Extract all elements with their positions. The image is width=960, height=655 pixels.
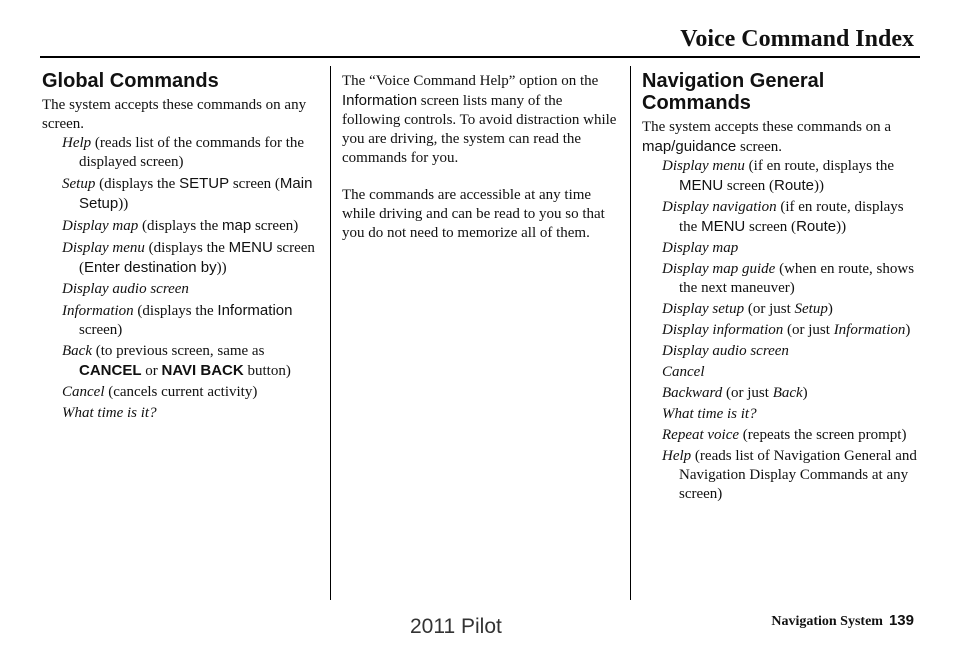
help-paragraph-1 [342, 72, 622, 168]
command-description: screen) [79, 322, 123, 338]
screen-name: SETUP [179, 175, 230, 192]
command-description: screen) [251, 218, 299, 234]
command-description: (displays the [95, 176, 180, 192]
command-item [662, 405, 922, 424]
command-keyword: Setup [794, 301, 828, 317]
command-keyword: Display menu [662, 158, 745, 174]
command-keyword: Cancel [62, 384, 105, 400]
command-description: )) [216, 260, 227, 276]
command-keyword: Repeat voice [662, 427, 740, 443]
command-description: )) [118, 196, 129, 212]
command-item [662, 447, 922, 504]
screen-name: MENU [701, 218, 746, 235]
command-item [662, 300, 922, 319]
global-commands-column [42, 66, 320, 425]
screen-name: Enter destination by [84, 259, 217, 276]
command-keyword: What time is it? [62, 405, 157, 421]
information-screen-name: Information [342, 92, 418, 109]
command-item [662, 260, 922, 298]
command-description: or [141, 363, 162, 379]
command-keyword: Back [62, 343, 92, 359]
command-description: screen ( [229, 176, 280, 192]
global-commands-heading: Global Commands [42, 70, 219, 92]
watermark: 2011 Pilot [410, 615, 502, 638]
command-description: (reads list of Navigation General and Navigation Display Commands at any screen) [679, 448, 917, 502]
command-description: (or just [722, 385, 773, 401]
command-item [62, 174, 320, 214]
global-commands-list [42, 134, 320, 423]
command-keyword: Display map guide [662, 261, 776, 277]
command-item [662, 363, 922, 382]
command-item [62, 280, 320, 299]
command-keyword: Display map [62, 218, 139, 234]
page-number: 139 [888, 612, 914, 629]
command-keyword: Display navigation [662, 199, 777, 215]
global-commands-intro: The system accepts these commands on any screen. [42, 97, 307, 132]
screen-name: map [222, 217, 252, 234]
command-item [62, 301, 320, 340]
column-divider [630, 66, 631, 600]
command-description: (displays the [138, 218, 222, 234]
command-description: ) [905, 322, 911, 338]
command-keyword: Display menu [62, 240, 145, 256]
command-description: (displays the [133, 303, 218, 319]
command-item [662, 198, 922, 237]
command-description: )) [814, 178, 825, 194]
command-description: (cancels current activity) [104, 384, 258, 400]
command-item [62, 238, 320, 278]
command-item [62, 404, 320, 423]
command-description: (when en route, shows the next maneuver) [679, 261, 915, 296]
button-name: NAVI BACK [161, 362, 244, 379]
command-keyword: Help [62, 135, 92, 151]
screen-name: Route [773, 177, 815, 194]
header-rule [40, 56, 920, 58]
screen-name: Main Setup [79, 175, 313, 212]
command-description: ) [827, 301, 833, 317]
page-title: Voice Command Index [680, 26, 914, 52]
command-keyword: Display setup [662, 301, 745, 317]
command-keyword: Display audio screen [662, 343, 789, 359]
help-paragraph-2: The commands are accessible at any time while driving and can be read to you so that you do not need to memorize all of them. [342, 187, 605, 241]
command-item [62, 383, 320, 402]
column-divider [330, 66, 331, 600]
command-keyword: Display audio screen [62, 281, 189, 297]
command-item [662, 342, 922, 361]
command-keyword: Help [662, 448, 692, 464]
screen-name: MENU [679, 177, 724, 194]
command-keyword: Information [62, 303, 134, 319]
help-paragraph-1-text-b: screen lists many of the following controls. To avoid distraction while you are driving, the system can read the commands for you. [342, 93, 617, 166]
navigation-commands-list [642, 157, 922, 504]
command-keyword: Back [772, 385, 803, 401]
navigation-commands-column [642, 66, 922, 506]
navigation-commands-heading: Navigation General Commands [642, 70, 825, 114]
command-item [62, 216, 320, 236]
command-keyword: Display information [662, 322, 784, 338]
help-paragraph-1-text-a: The “Voice Command Help” option on the [342, 73, 599, 89]
screen-name: MENU [228, 239, 273, 256]
command-keyword: Backward [662, 385, 723, 401]
command-description: (if en route, displays the [679, 199, 904, 235]
command-description: )) [836, 219, 847, 235]
command-keyword: Setup [62, 176, 96, 192]
nav-intro-text-a: The system accepts these commands on a [642, 119, 892, 135]
command-keyword: Information [833, 322, 906, 338]
command-description: (to previous screen, same as [91, 343, 265, 359]
command-description: ) [802, 385, 808, 401]
button-name: CANCEL [79, 362, 142, 379]
command-item [62, 342, 320, 381]
map-guidance-screen-name: map/guidance [642, 138, 737, 155]
page-footer [771, 612, 914, 630]
command-keyword: What time is it? [662, 406, 757, 422]
command-description: (or just [744, 301, 795, 317]
command-description: (displays the [144, 240, 229, 256]
command-description: button) [243, 363, 291, 379]
command-item [662, 384, 922, 403]
command-description: screen ( [723, 178, 774, 194]
screen-name: Route [796, 218, 837, 235]
nav-intro-text-b: screen. [736, 139, 783, 155]
screen-name: Information [217, 302, 293, 319]
command-keyword: Cancel [662, 364, 705, 380]
footer-label: Navigation System [771, 614, 883, 629]
command-description: screen ( [79, 240, 315, 276]
navigation-commands-intro [642, 118, 922, 157]
help-text-column [342, 72, 622, 243]
command-description: (if en route, displays the [744, 158, 895, 174]
command-description: screen ( [745, 219, 797, 235]
command-description: (reads list of the commands for the displayed screen) [79, 135, 305, 170]
command-item [662, 239, 922, 258]
command-description: (repeats the screen prompt) [739, 427, 907, 443]
command-keyword: Display map [662, 240, 739, 256]
command-item [62, 134, 320, 172]
command-item [662, 321, 922, 340]
command-description: (or just [783, 322, 834, 338]
command-item [662, 426, 922, 445]
command-item [662, 157, 922, 196]
